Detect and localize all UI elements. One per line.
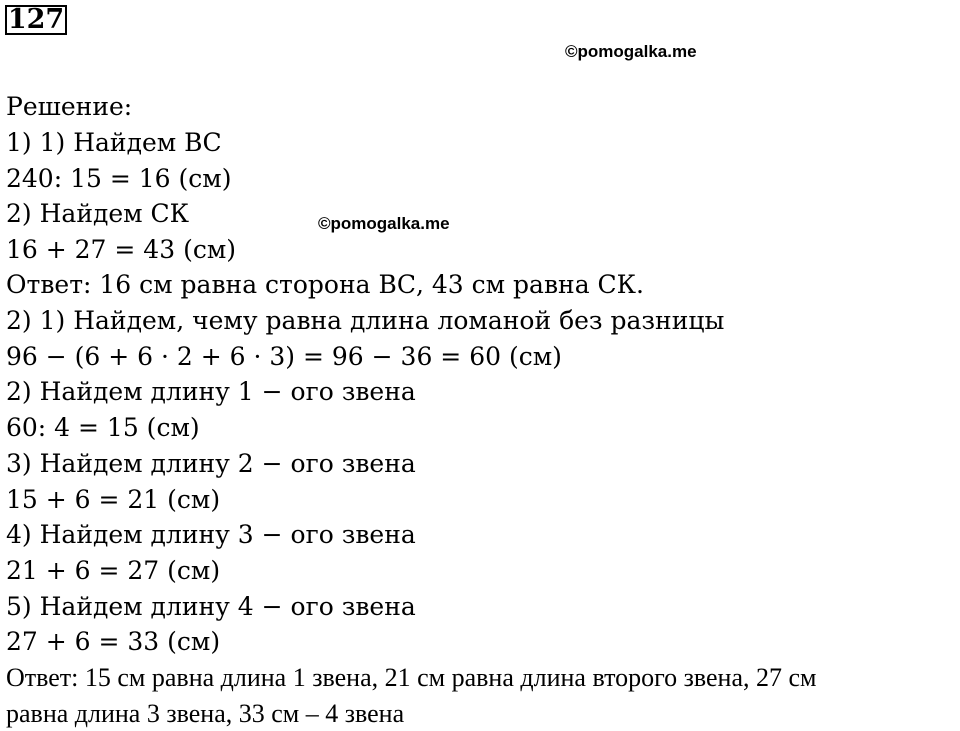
solution-line: 2) Найдем СК: [6, 199, 190, 228]
solution-line: 96 − (6 + 6 · 2 + 6 · 3) = 96 − 36 = 60 (см): [6, 342, 562, 371]
answer-line-continued: равна длина 3 звена, 33 см – 4 звена: [6, 699, 405, 728]
solution-line: 60: 4 = 15 (см): [6, 413, 200, 442]
solution-line: 240: 15 = 16 (см): [6, 164, 232, 193]
solution-line: 21 + 6 = 27 (см): [6, 556, 221, 585]
solution-line: 1) 1) Найдем ВС: [6, 128, 222, 157]
solution-line: 27 + 6 = 33 (см): [6, 627, 221, 656]
watermark-top: ©pomogalka.me: [565, 42, 697, 61]
solution-line: 3) Найдем длину 2 − ого звена: [6, 449, 416, 478]
solution-heading: Решение:: [6, 92, 133, 121]
solution-line: 15 + 6 = 21 (см): [6, 485, 221, 514]
solution-line: 4) Найдем длину 3 − ого звена: [6, 520, 416, 549]
answer-line: Ответ: 15 см равна длина 1 звена, 21 см равна длина второго звена, 27 см: [6, 663, 817, 692]
solution-line: 2) Найдем длину 1 − ого звена: [6, 377, 416, 406]
solution-line: 2) 1) Найдем, чему равна длина ломаной без разницы: [6, 306, 725, 335]
watermark-middle: ©pomogalka.me: [318, 214, 450, 233]
solution-line: 16 + 27 = 43 (см): [6, 235, 237, 264]
solution-line: 5) Найдем длину 4 − ого звена: [6, 592, 416, 621]
answer-line: Ответ: 16 см равна сторона ВС, 43 см равна СК.: [6, 270, 644, 299]
problem-number-box: 127: [5, 5, 67, 35]
